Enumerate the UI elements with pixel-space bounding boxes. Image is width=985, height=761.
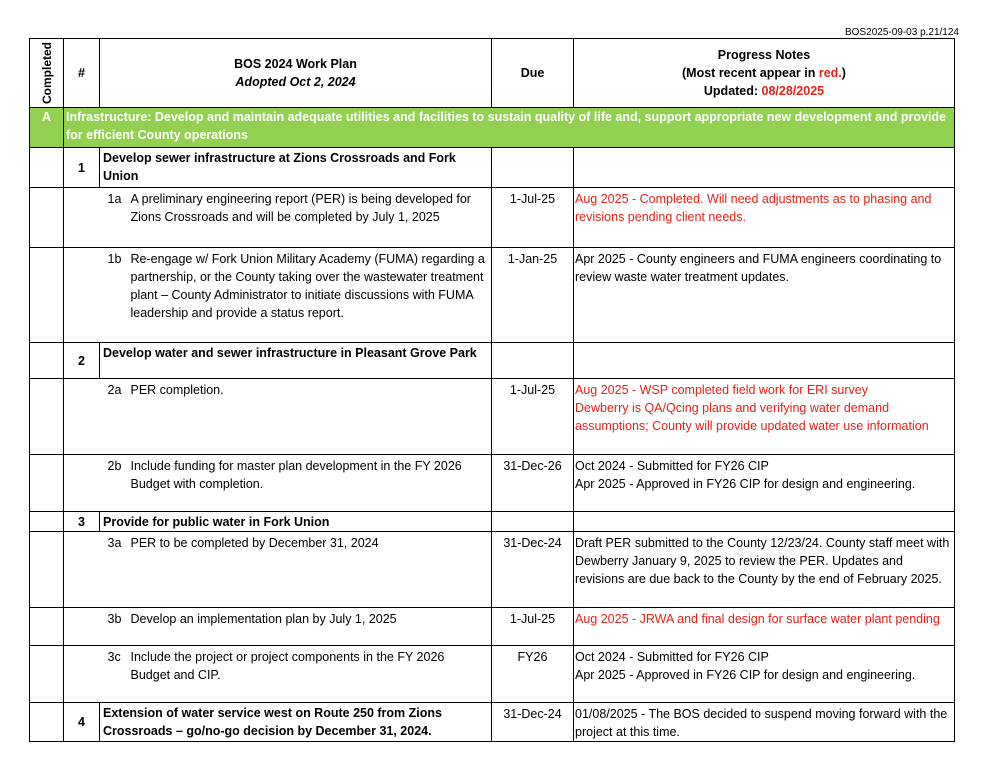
- progress-note: Aug 2025 - Completed. Will need adjustments as to phasing and revisions pending client needs.: [575, 192, 932, 224]
- item-text: Include funding for master plan development in the FY 2026 Budget with completion.: [130, 459, 462, 491]
- goal-row: [30, 703, 955, 742]
- due-date: 1-Jan-25: [492, 248, 574, 343]
- goal-completed-cell: [30, 343, 64, 379]
- progress-note: Apr 2025 - County engineers and FUMA engineers coordinating to review waste water treatment updates.: [575, 252, 942, 284]
- item-completed-cell: [30, 188, 64, 248]
- item-code: 2a: [107, 383, 122, 397]
- item-code: 2b: [107, 459, 122, 473]
- goal-completed-cell: [30, 703, 64, 742]
- page-reference: BOS2025-09-03 p.21/124: [845, 27, 959, 38]
- goal-due-cell: [492, 148, 574, 188]
- item-description: [100, 455, 492, 493]
- category-description: Infrastructure: Develop and maintain adequate utilities and facilities to sustain quality of life and, support appropriate new development and provide for efficient County operations: [64, 108, 955, 148]
- item-description: [100, 188, 492, 226]
- goal-notes-cell: [574, 148, 955, 188]
- item-completed-cell: [30, 455, 64, 512]
- goal-title: Develop sewer infrastructure at Zions Crossroads and Fork Union: [100, 148, 492, 188]
- progress-note: Draft PER submitted to the County 12/23/24. County staff meet with Dewberry January 9, 2025 to review the PER. Updates and revisions are due back to the County by the end of February 2025.: [575, 536, 950, 586]
- goal-number: 3: [64, 512, 100, 532]
- item-number-cell: [64, 248, 100, 343]
- progress-note: Apr 2025 - Approved in FY26 CIP for design and engineering.: [575, 477, 916, 491]
- sub-item-row: [30, 379, 955, 455]
- progress-note: 01/08/2025 - The BOS decided to suspend moving forward with the project at this time.: [575, 707, 948, 739]
- work-plan-table: [29, 38, 955, 742]
- goal-notes-cell: [574, 512, 955, 532]
- due-date: FY26: [492, 646, 574, 703]
- sub-item-row: [30, 188, 955, 248]
- progress-note: Oct 2024 - Submitted for FY26 CIP: [575, 459, 769, 473]
- progress-note-cell: [574, 646, 955, 703]
- item-description-cell: [100, 532, 492, 608]
- item-description-cell: [100, 188, 492, 248]
- item-completed-cell: [30, 248, 64, 343]
- goal-due-cell: [492, 512, 574, 532]
- item-description-cell: [100, 646, 492, 703]
- item-completed-cell: [30, 646, 64, 703]
- item-description: [100, 532, 492, 552]
- item-code: 1b: [107, 252, 122, 266]
- sub-item-row: [30, 646, 955, 703]
- item-number-cell: [64, 646, 100, 703]
- goal-number: 2: [64, 343, 100, 379]
- item-text: PER to be completed by December 31, 2024: [130, 536, 379, 550]
- item-description: [100, 248, 492, 322]
- progress-note-cell: [574, 188, 955, 248]
- progress-note-cell: [574, 608, 955, 646]
- goal-due-cell: [492, 343, 574, 379]
- item-text: PER completion.: [130, 383, 224, 397]
- goal-notes-cell: [574, 343, 955, 379]
- item-text: Develop an implementation plan by July 1, 2025: [130, 612, 397, 626]
- due-date: 1-Jul-25: [492, 379, 574, 455]
- item-completed-cell: [30, 379, 64, 455]
- sub-item-row: [30, 455, 955, 512]
- item-code: 3b: [107, 612, 122, 626]
- sub-item-row: [30, 608, 955, 646]
- progress-note-cell: [574, 455, 955, 512]
- item-description-cell: [100, 248, 492, 343]
- sub-item-row: [30, 248, 955, 343]
- item-number-cell: [64, 379, 100, 455]
- item-code: 3a: [107, 536, 122, 550]
- item-code: 3c: [107, 650, 121, 664]
- item-completed-cell: [30, 532, 64, 608]
- goals-body: [30, 148, 955, 742]
- sub-item-row: [30, 532, 955, 608]
- item-completed-cell: [30, 608, 64, 646]
- progress-note: Oct 2024 - Submitted for FY26 CIP: [575, 650, 769, 664]
- item-number-cell: [64, 532, 100, 608]
- item-number-cell: [64, 188, 100, 248]
- goal-row: [30, 512, 955, 532]
- goal-title: Develop water and sewer infrastructure in Pleasant Grove Park: [100, 343, 492, 379]
- item-text: A preliminary engineering report (PER) is being developed for Zions Crossroads and will be completed by July 1, 2025: [130, 192, 471, 224]
- due-date: 1-Jul-25: [492, 608, 574, 646]
- item-description-cell: [100, 379, 492, 455]
- number-header: #: [64, 39, 100, 108]
- progress-note: Dewberry is QA/Qcing plans and verifying water demand assumptions; County will provide updated water use information: [575, 401, 929, 433]
- due-header: Due: [492, 39, 574, 108]
- item-description-cell: [100, 455, 492, 512]
- due-date: 31-Dec-26: [492, 455, 574, 512]
- progress-note: Aug 2025 - JRWA and final design for surface water plant pending: [575, 612, 940, 626]
- goal-row: [30, 148, 955, 188]
- goal-number: 4: [64, 703, 100, 742]
- item-number-cell: [64, 608, 100, 646]
- item-description: [100, 379, 492, 399]
- header-row: [30, 39, 955, 108]
- category-letter: A: [30, 108, 64, 148]
- due-date: 31-Dec-24: [492, 703, 574, 742]
- progress-notes-header: Progress Notes (Most recent appear in red.) Updated: 08/28/2025: [574, 39, 955, 108]
- item-description: [100, 608, 492, 628]
- goal-completed-cell: [30, 512, 64, 532]
- progress-note-cell: [574, 703, 955, 742]
- item-text: Re-engage w/ Fork Union Military Academy (FUMA) regarding a partnership, or the County taking over the wastewater treatment plant – County Administrator to initiate discussions with FUMA leadership and provide a status report.: [130, 252, 485, 320]
- progress-note-cell: [574, 379, 955, 455]
- completed-header: Completed: [30, 39, 64, 108]
- goal-completed-cell: [30, 148, 64, 188]
- goal-title: Provide for public water in Fork Union: [100, 512, 492, 532]
- due-date: 1-Jul-25: [492, 188, 574, 248]
- work-plan-title-header: BOS 2024 Work Plan Adopted Oct 2, 2024: [100, 39, 492, 108]
- goal-number: 1: [64, 148, 100, 188]
- category-row: [30, 108, 955, 148]
- item-description: [100, 646, 492, 684]
- due-date: 31-Dec-24: [492, 532, 574, 608]
- progress-note: Apr 2025 - Approved in FY26 CIP for design and engineering.: [575, 668, 916, 682]
- progress-note-cell: [574, 532, 955, 608]
- goal-title: Extension of water service west on Route 250 from Zions Crossroads – go/no-go decision by December 31, 2024.: [100, 703, 492, 742]
- item-description-cell: [100, 608, 492, 646]
- progress-note-cell: [574, 248, 955, 343]
- goal-row: [30, 343, 955, 379]
- progress-note: Aug 2025 - WSP completed field work for ERI survey: [575, 383, 868, 397]
- item-text: Include the project or project components in the FY 2026 Budget and CIP.: [130, 650, 445, 682]
- item-number-cell: [64, 455, 100, 512]
- item-code: 1a: [107, 192, 122, 206]
